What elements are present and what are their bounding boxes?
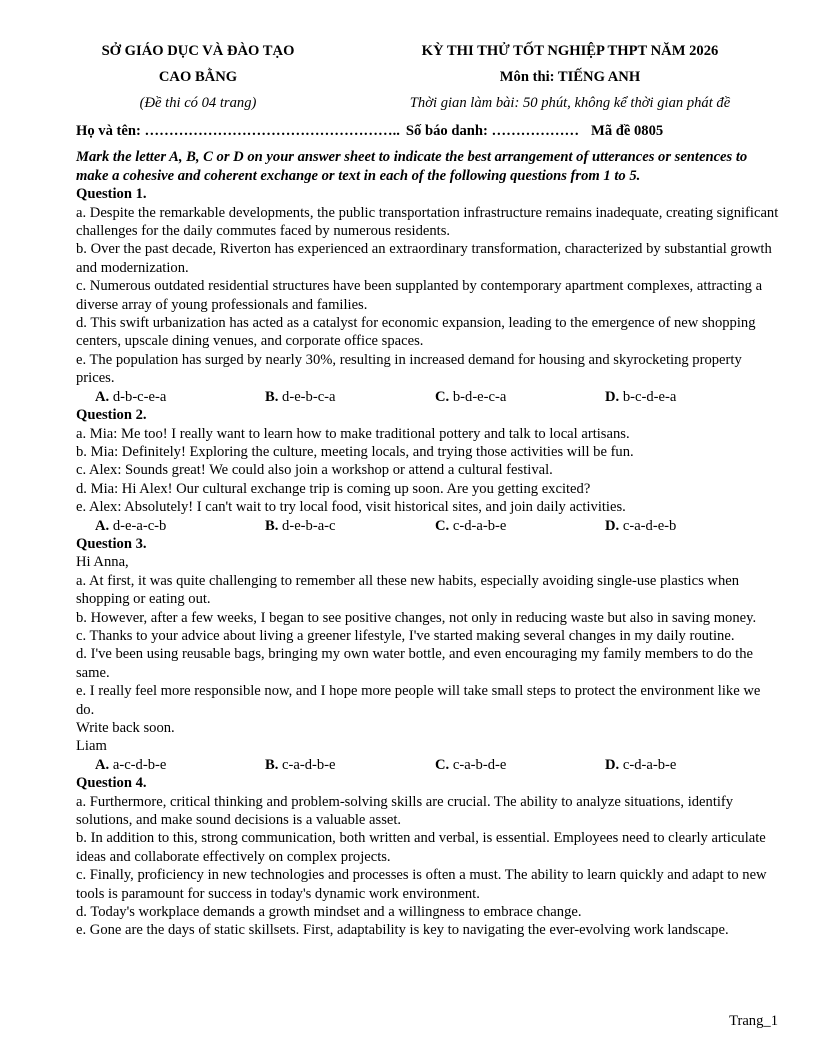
- option-letter: D.: [605, 388, 620, 405]
- candidate-info: [76, 122, 780, 140]
- question-title: Question 1.: [76, 186, 147, 203]
- question-line: a. Furthermore, critical thinking and problem-solving skills are crucial. The ability to analyze situations, identify solutions, and make sound decisions is a valuable asset.: [76, 793, 734, 829]
- option-letter: C.: [435, 756, 450, 773]
- option-letter: A.: [95, 517, 110, 534]
- answer-option[interactable]: [265, 388, 435, 406]
- question-line: b. Mia: Definitely! Exploring the culture, meeting locals, and trying those activities will be fun.: [76, 443, 634, 460]
- answer-options: [76, 756, 780, 774]
- option-letter: C.: [435, 517, 450, 534]
- option-letter: C.: [435, 388, 450, 405]
- question-line: e. I really feel more responsible now, and I hope more people will take small steps to protect the environment like we do.: [76, 683, 761, 718]
- question-line: b. Over the past decade, Riverton has experienced an extraordinary transformation, characterized by substantial growth and modernization.: [76, 241, 772, 276]
- option-text: c-a-d-b-e: [282, 756, 336, 773]
- exam-code: Mã đề 0805: [591, 123, 664, 139]
- exam-header: [76, 38, 780, 116]
- answer-option[interactable]: [435, 756, 605, 774]
- question-line: c. Numerous outdated residential structures have been supplanted by contemporary apartment complexes, attracting a diverse array of young professionals and families.: [76, 278, 763, 313]
- question-line: e. Gone are the days of static skillsets. First, adaptability is key to navigating the ever-evolving work landscape.: [76, 922, 729, 939]
- option-text: b-d-e-c-a: [452, 388, 507, 405]
- question-block: [76, 535, 780, 774]
- exam-page: [76, 38, 780, 940]
- time-note: Thời gian làm bài: 50 phút, không kể thời gian phát đề: [409, 95, 731, 111]
- option-letter: D.: [605, 517, 620, 534]
- answer-options: [76, 517, 780, 535]
- option-text: c-a-d-e-b: [622, 517, 677, 534]
- answer-option[interactable]: [605, 517, 775, 535]
- option-text: c-d-a-b-e: [452, 517, 507, 534]
- answer-options: [76, 388, 780, 406]
- header-left: [68, 38, 328, 116]
- question-line: b. In addition to this, strong communication, both written and verbal, is essential. Employees need to clearly articulate ideas and collaborate effectively on complex projects.: [76, 830, 766, 865]
- question-line: Write back soon.: [76, 720, 175, 736]
- option-text: b-c-d-e-a: [622, 388, 677, 405]
- question-line: c. Alex: Sounds great! We could also join a workshop or attend a cultural festival.: [76, 462, 553, 479]
- question-list: [76, 185, 780, 940]
- answer-option[interactable]: [435, 388, 605, 406]
- option-letter: B.: [265, 756, 279, 773]
- option-text: a-c-d-b-e: [112, 756, 167, 773]
- question-line: d. Mia: Hi Alex! Our cultural exchange trip is coming up soon. Are you getting excited?: [76, 480, 591, 497]
- page-number: Trang_1: [729, 1013, 778, 1029]
- question-line: e. Alex: Absolutely! I can't wait to try local food, visit historical sites, and join daily activities.: [76, 499, 626, 516]
- id-field: Số báo danh: ………………: [405, 123, 580, 139]
- name-field: Họ và tên: ……………………………………………..: [76, 123, 400, 139]
- question-title: Question 3.: [76, 535, 147, 552]
- question-line: e. The population has surged by nearly 30%, resulting in increased demand for housing and skyrocketing property prices.: [76, 351, 742, 387]
- question-line: a. Mia: Me too! I really want to learn how to make traditional pottery and talk to local artisans.: [76, 425, 630, 442]
- header-right: [360, 38, 780, 116]
- question-line: c. Thanks to your advice about living a greener lifestyle, I've started making several changes in my daily routine.: [76, 627, 735, 644]
- province-name: CAO BẰNG: [158, 69, 238, 85]
- question-block: [76, 406, 780, 535]
- question-line: d. I've been using reusable bags, bringing my own water bottle, and even encouraging my family members to do the same.: [76, 646, 754, 681]
- question-block: [76, 185, 780, 406]
- department-name: SỞ GIÁO DỤC VÀ ĐÀO TẠO: [101, 43, 295, 59]
- option-letter: A.: [95, 756, 110, 773]
- option-letter: D.: [605, 756, 620, 773]
- question-line: a. Despite the remarkable developments, the public transportation infrastructure remains inadequate, creating significant challenges for the daily commutes faced by numerous residents.: [76, 204, 779, 240]
- option-text: c-d-a-b-e: [622, 756, 677, 773]
- question-line: b. However, after a few weeks, I began to see positive changes, not only in reducing waste but also in saving money.: [76, 609, 757, 626]
- option-text: c-a-b-d-e: [452, 756, 507, 773]
- option-text: d-b-c-e-a: [112, 388, 167, 405]
- answer-option[interactable]: [265, 517, 435, 535]
- question-line: Liam: [76, 738, 107, 755]
- option-text: d-e-b-a-c: [282, 517, 336, 534]
- answer-option[interactable]: [265, 756, 435, 774]
- option-letter: B.: [265, 388, 279, 405]
- question-title: Question 4.: [76, 775, 147, 792]
- question-line: d. Today's workplace demands a growth mindset and a willingness to embrace change.: [76, 904, 582, 921]
- question-line: c. Finally, proficiency in new technologies and processes is often a must. The ability to learn quickly and adapt to new tools is paramount for success in today's dynamic work environment.: [76, 867, 767, 902]
- question-line: a. At first, it was quite challenging to remember all these new habits, especially avoiding single-use plastics when shopping or eating out.: [76, 572, 740, 608]
- question-line: d. This swift urbanization has acted as a catalyst for economic expansion, leading to the emergence of new shopping centers, upscale dining venues, and corporate office spaces.: [76, 315, 756, 350]
- question-line: Hi Anna,: [76, 554, 129, 571]
- subject-name: Môn thi: TIẾNG ANH: [499, 69, 641, 85]
- question-block: [76, 774, 780, 940]
- answer-option[interactable]: [95, 517, 265, 535]
- answer-option[interactable]: [435, 517, 605, 535]
- option-text: d-e-b-c-a: [282, 388, 336, 405]
- option-letter: B.: [265, 517, 279, 534]
- option-letter: A.: [95, 388, 110, 405]
- option-text: d-e-a-c-b: [112, 517, 167, 534]
- answer-option[interactable]: [95, 388, 265, 406]
- answer-option[interactable]: [95, 756, 265, 774]
- page-count-note: (Đề thi có 04 trang): [139, 95, 257, 111]
- question-title: Question 2.: [76, 407, 147, 424]
- answer-option[interactable]: [605, 388, 775, 406]
- instruction: Mark the letter A, B, C or D on your answer sheet to indicate the best arrangement of utterances or sentences to make a cohesive and coherent exchange or text in each of the following questions from 1 to 5.: [76, 149, 748, 184]
- exam-title: KỲ THI THỬ TỐT NGHIỆP THPT NĂM 2026: [421, 43, 719, 59]
- answer-option[interactable]: [605, 756, 775, 774]
